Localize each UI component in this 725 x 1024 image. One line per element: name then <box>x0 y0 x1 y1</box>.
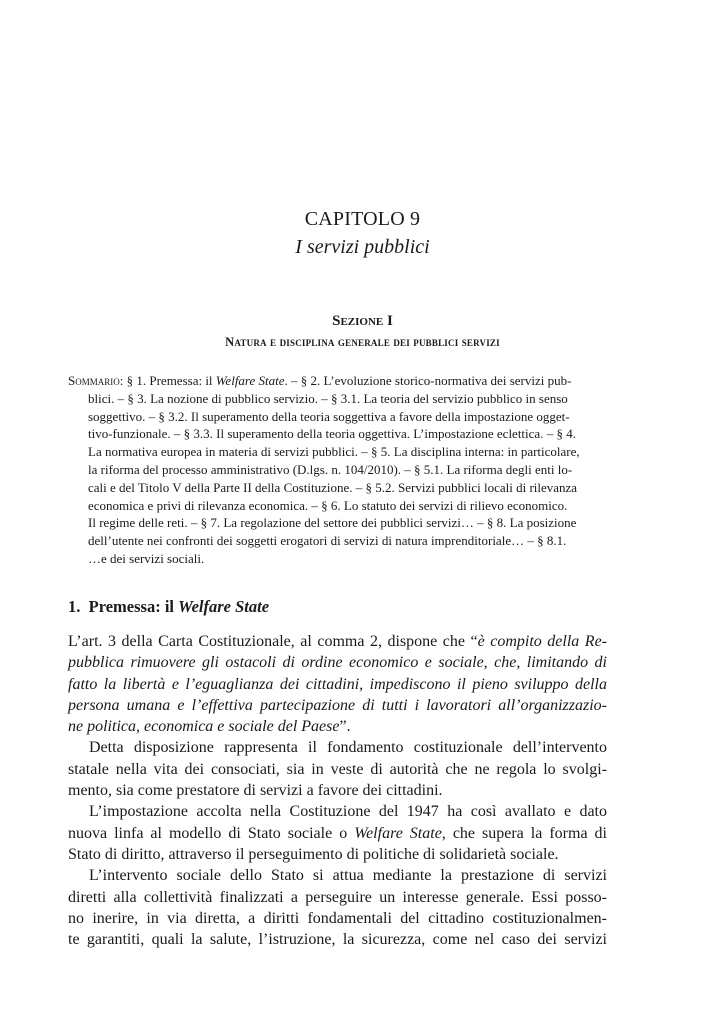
text-line: L’art. 3 della Carta Costituzionale, al comma 2, dispone che “è compito della Re- <box>68 633 607 650</box>
text-line: Stato di diritto, attraverso il perseguimento di politiche di solidarietà sociale. <box>68 845 559 863</box>
text-line: nuova linfa al modello di Stato sociale o Welfare State, che supera la forma di <box>68 824 608 842</box>
text-line: L’impostazione accolta nella Costituzione del 1947 ha così avallato e dato <box>89 803 607 821</box>
section-title: Natura e disciplina generale dei pubblici servizi <box>225 335 500 349</box>
summary-line: la riforma del processo amministrativo (D.lgs. n. 104/2010). – § 5.1. La riforma degli enti lo- <box>88 461 573 477</box>
text-line: pubblica rimuovere gli ostacoli di ordine economico e sociale, che, limitando di <box>68 654 607 672</box>
text-line: te garantiti, quali la salute, l’istruzione, la sicurezza, come nel caso dei servizi <box>68 931 607 949</box>
text-line: persona umana e l’effettiva partecipazione di tutti i lavoratori all’organizzazio- <box>68 696 607 714</box>
text-line: diretti alla collettività finalizzati a perseguire un interesse generale. Essi posso- <box>68 888 607 906</box>
section-number: Sezione I <box>332 313 393 329</box>
summary-line: Il regime delle reti. – § 7. La regolazione del settore dei pubblici servizi… – § 8. La posizione <box>88 515 577 531</box>
summary-line: tivo-funzionale. – § 3.3. Il superamento della teoria oggettiva. L’impostazione eclettica. – § 4. <box>88 426 576 442</box>
text-line: ne politica, economica e sociale del Paese”. <box>68 718 351 736</box>
summary-line: economica e privi di rilevanza economica. – § 6. Lo statuto dei servizi di rilievo economico. <box>88 497 568 513</box>
text-line: L’intervento sociale dello Stato si attua mediante la prestazione di servizi <box>89 867 607 885</box>
text-line: Detta disposizione rappresenta il fondamento costituzionale dell’intervento <box>89 739 607 757</box>
body-text <box>68 631 607 950</box>
chapter-number: CAPITOLO 9 <box>304 208 421 230</box>
summary-line: Sommario: § 1. Premessa: il Welfare State. – § 2. L’evoluzione storico-normativa dei servizi pub- <box>68 373 572 388</box>
paragraph-heading: 1. Premessa: il Welfare State <box>68 597 270 616</box>
summary-line: cali e del Titolo V della Parte II della Costituzione. – § 5.2. Servizi pubblici locali di rilevanza <box>88 479 578 495</box>
text-line: fatto la libertà e l’eguaglianza dei cittadini, impediscono il pieno sviluppo della <box>68 675 607 693</box>
chapter-summary <box>68 372 608 568</box>
summary-label: Sommario <box>68 373 120 388</box>
summary-line: …e dei servizi sociali. <box>88 550 205 566</box>
summary-line: La normativa europea in materia di servizi pubblici. – § 5. La disciplina interna: in particolare, <box>88 444 580 460</box>
summary-line: blici. – § 3. La nozione di pubblico servizio. – § 3.1. La teoria del servizio pubblico in senso <box>88 390 568 406</box>
text-line: no inerire, in via diretta, a diritti fondamentali del cittadino costituzionalmen- <box>68 909 607 927</box>
heading-number: 1. <box>68 597 81 616</box>
text-line: statale nella vita dei consociati, sia in veste di autorità che ne regola lo svolgi- <box>68 760 607 778</box>
summary-line: soggettivo. – § 3.2. Il superamento della teoria soggettiva a favore della impostazione ogget- <box>88 408 570 424</box>
summary-line: dell’utente nei confronti dei soggetti erogatori di servizi di natura imprenditoriale… – § 8.1. <box>88 533 567 549</box>
chapter-title: I servizi pubblici <box>295 236 430 258</box>
text-line: mento, sia come prestatore di servizi a favore dei cittadini. <box>68 782 443 800</box>
